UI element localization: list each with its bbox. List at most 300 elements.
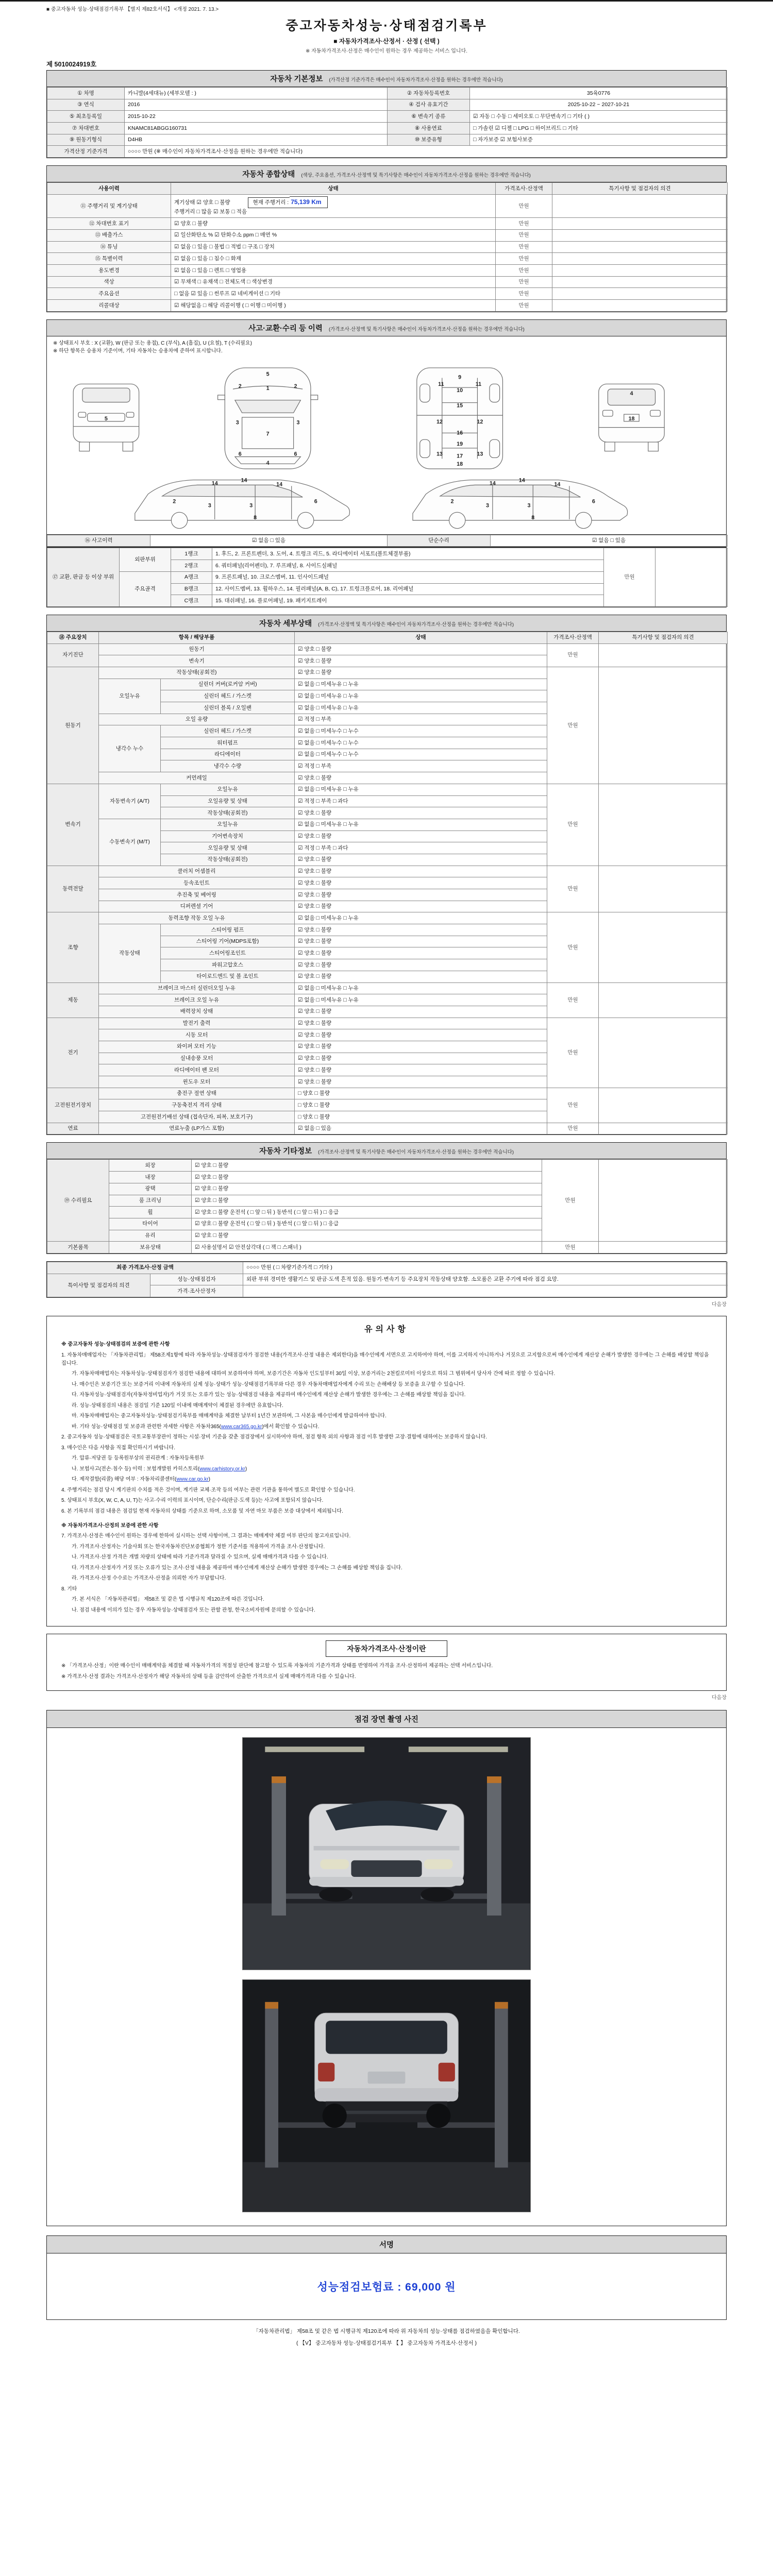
- price-appraisal-info-body: [61, 1662, 712, 1681]
- plate-number: 35육0776: [470, 88, 728, 99]
- cell: ☑ 양호 □ 불량: [295, 1076, 547, 1088]
- cell: 만원: [547, 784, 599, 866]
- cell: ⑭ 튜닝: [47, 241, 171, 253]
- basic-table: [47, 87, 728, 158]
- cell: ☑ 해당없음 □ 해당 리콜이행 ( □ 이행 □ 미이행 ): [171, 300, 496, 312]
- cell: [552, 265, 728, 277]
- notice-item: 나. 점검 내용에 이의가 있는 경우 자동차성능·상태점검자 또는 관할 관청, 한국소비자원에 문의할 수 있습니다.: [72, 1607, 315, 1613]
- cell: ☑ 양호 □ 불량: [295, 936, 547, 947]
- cell: 가격조사·산정액: [496, 183, 552, 195]
- svg-text:12: 12: [436, 418, 443, 425]
- cell: 만원: [547, 866, 599, 912]
- notice-item: 가. 가격조사·산정자는 기술사회 또는 한국자동차진단보증협회가 정한 기준서를 적용하여 가격을 조사·산정합니다.: [72, 1544, 325, 1550]
- price-appraisal-info-title-wrap: [61, 1640, 712, 1657]
- cell: 냉각수 누수: [99, 725, 161, 772]
- notice-item: 나. 보험사고(전손·침수 등) 이력 : 보험개발원 카히스토리(www.carhistory.or.kr): [72, 1466, 247, 1472]
- svg-text:5: 5: [104, 415, 108, 422]
- cell: B랭크: [171, 583, 212, 595]
- cell: [552, 218, 728, 230]
- cell: 타이로드엔드 및 볼 조인트: [161, 971, 295, 982]
- cell: ☑ 없음 □ 미세누유 □ 누유: [295, 679, 547, 690]
- cell: [599, 1088, 728, 1123]
- section-basic-header: [46, 70, 727, 87]
- car-left-side-view: [135, 480, 350, 528]
- svg-text:19: 19: [457, 440, 463, 447]
- notice-item: 다. 제작결함(리콜) 해당 여부 : 자동차리콜센터(www.car.go.kr): [72, 1477, 210, 1483]
- cell: 15. 대쉬패널, 16. 플로어패널, 19. 패키지트레이: [212, 595, 604, 607]
- cell: ☑ 양호 □ 불량: [295, 1018, 547, 1029]
- cell: ☑ 무채색 □ 유채색 □ 전체도색 □ 색상변경: [171, 276, 496, 288]
- cell: 만원: [496, 253, 552, 265]
- cell: 만원: [547, 1018, 599, 1088]
- svg-text:16: 16: [457, 430, 463, 436]
- detail-condition-table-wrap: [46, 631, 727, 1136]
- cell: 특기사항 및 점검자의 의견: [552, 183, 728, 195]
- cell: ☑ 양호 □ 불량: [192, 1160, 542, 1172]
- svg-text:3: 3: [249, 502, 253, 509]
- cell: ☑ 사용설명서 ☑ 안전삼각대 ( □ 잭 □ 스패너 ): [192, 1242, 542, 1253]
- cell: ☑ 양호 □ 불량: [295, 877, 547, 889]
- cell: ⑬ 배출가스: [47, 229, 171, 241]
- cell: 연료: [47, 1123, 99, 1134]
- section-detail-title: 자동차 세부상태: [259, 619, 312, 628]
- section-detail-note: (가격조사·산정액 및 특기사항은 매수인이 자동차가격조사·산정을 원하는 경우에만 적습니다): [318, 621, 514, 628]
- cell: [552, 194, 728, 217]
- cell: 변속기: [99, 655, 295, 667]
- cell: ☑ 양호 □ 불량: [295, 959, 547, 971]
- cell: 고전원전기장치: [47, 1088, 99, 1123]
- cell: [599, 1242, 728, 1253]
- summary-table: [47, 182, 728, 312]
- svg-text:5: 5: [266, 371, 270, 378]
- svg-text:12: 12: [477, 418, 483, 425]
- cell: □ 없음 ☑ 있음 □ 썬루프 ☑ 네비게이션 □ 기타: [171, 288, 496, 300]
- cell: [599, 1018, 728, 1088]
- svg-text:7: 7: [266, 431, 270, 437]
- etc-table: [47, 1159, 728, 1253]
- cell: 실린더 커버(로커암 커버): [161, 679, 295, 690]
- cell: ☑ 없음 □ 있음 □ 렌트 □ 영업용: [171, 265, 496, 277]
- cell: 타이어: [109, 1218, 192, 1230]
- cell: ☑ 양호 □ 불량: [295, 772, 547, 784]
- cell: 파워고압호스: [161, 959, 295, 971]
- cell: 워터펌프: [161, 737, 295, 749]
- cell: ☑ 없음 □ 미세누유 □ 누유: [295, 819, 547, 831]
- section-summary-title: 자동차 종합상태: [242, 171, 295, 179]
- notice-item: 라. 가격조사·산정 수수료는 가격조사·산정을 의뢰한 자가 부담합니다.: [72, 1575, 226, 1582]
- cell: 1랭크: [171, 548, 212, 560]
- cell: 만원: [496, 300, 552, 312]
- svg-text:11: 11: [475, 381, 482, 388]
- cell: 기어변속장치: [161, 831, 295, 842]
- notice-item: 가. 자동차매매업자는 자동차성능·상태점검자가 점검한 내용에 대하여 보증하여야 하며, 보증기간은 자동차 인도일부터 30일 이상, 보증거리는 2천킬로미터 이상으로 하되 그 범위에서 당사자 간에 따로 정할 수 있습니다.: [72, 1371, 556, 1377]
- cell: ⑦ 차대번호: [47, 123, 125, 134]
- price-appraisal-info-box: [46, 1634, 727, 1691]
- simple-repair: ☑ 없음 □ 있음: [491, 535, 728, 547]
- cell: ☑ 양호 □ 불량: [295, 947, 547, 959]
- svg-text:14: 14: [241, 477, 247, 484]
- cell: 최종 가격조사·산정 금액: [47, 1262, 243, 1274]
- section-etc-note: (가격조사·산정액 및 특기사항은 매수인이 자동차가격조사·산정을 원하는 경우에만 적습니다): [318, 1149, 514, 1156]
- transmission-type: ☑ 자동 □ 수동 □ 세미오토 □ 무단변속기 □ 기타 ( ): [470, 111, 728, 123]
- cell: 만원: [496, 218, 552, 230]
- section-detail-header: [46, 615, 727, 631]
- final-appraised-price: ○○○○ 만원 ( □ 차량기준가격 □ 기타 ): [243, 1262, 728, 1274]
- summary-table-wrap: [46, 182, 727, 312]
- cell: 실린더 블록 / 오일팬: [161, 702, 295, 714]
- etc-info-table-wrap: [46, 1159, 727, 1254]
- cell: 기본품목: [47, 1242, 109, 1253]
- cell: ⑲ 수리필요: [47, 1160, 109, 1242]
- cell: 주요옵션: [47, 288, 171, 300]
- cell: ☑ 양호 □ 불량: [192, 1172, 542, 1183]
- cell: 만원: [547, 982, 599, 1018]
- notice-item: 5. 상태표시 부호(X, W, C, A, U, T)는 사고·수리 이력의 표시이며, 단순수리(판금·도색 등)는 사고에 포함되지 않습니다.: [61, 1498, 324, 1504]
- cell: 오일유량 및 상태: [161, 842, 295, 854]
- notice-item: 3. 매수인은 다음 사항을 직접 확인하시기 바랍니다.: [61, 1445, 175, 1451]
- cell: 만원: [496, 241, 552, 253]
- svg-text:13: 13: [436, 451, 443, 457]
- svg-text:3: 3: [296, 419, 300, 426]
- cell: 만원: [496, 288, 552, 300]
- page-title: 중고자동차성능·상태점검기록부: [285, 19, 488, 33]
- cell: ☑ 없음 □ 있음 □ 침수 □ 화재: [171, 253, 496, 265]
- cell: 실린더 헤드 / 가스켓: [161, 725, 295, 737]
- cell: 오일 유량: [99, 714, 295, 725]
- cell: [552, 241, 728, 253]
- notice-item: 7. 가격조사·산정은 매수인이 원하는 경우에 한하여 실시하는 선택 사항이며, 그 결과는 매매계약 체결 여부 판단의 참고자료입니다.: [61, 1533, 351, 1539]
- cell: 내장: [109, 1172, 192, 1183]
- price-appraisal-select-line: ■ 자동차가격조사·산정서 · 산정 ( 선택 ): [333, 38, 440, 45]
- svg-text:6: 6: [592, 498, 595, 505]
- cell: 광택: [109, 1183, 192, 1195]
- cell: 윈도우 모터: [99, 1076, 295, 1088]
- cell: 오일누유: [161, 819, 295, 831]
- cell: 상태: [295, 632, 547, 643]
- cell: ③ 연식: [47, 99, 125, 111]
- cell: 스티어링 기어(MDPS포함): [161, 936, 295, 947]
- notice-item: 나. 매수인은 보증기간 또는 보증거리 이내에 자동차의 실제 성능·상태가 성능·상태점검기록부와 다른 경우 자동차매매업자에게 수리 또는 손해배상 등 보증을 요구할 수 있습니다.: [72, 1381, 465, 1387]
- cell: 고전원전기배선 상태 (접속단자, 피복, 보호기구): [99, 1111, 295, 1123]
- cell: 전기: [47, 1018, 99, 1088]
- cell: ☑ 없음 □ 미세누유 □ 누유: [295, 690, 547, 702]
- inspection-photo-rear: [242, 1979, 531, 2212]
- cell: 디퍼렌셜 기어: [99, 901, 295, 912]
- cell: 클러치 어셈블리: [99, 866, 295, 877]
- signature-body: [47, 2253, 726, 2319]
- cell: ☑ 일산화탄소 % ☑ 탄화수소 ppm □ 매연 %: [171, 229, 496, 241]
- cell: ⑰ 교환, 판금 등 이상 부위: [47, 548, 120, 606]
- warranty-type: □ 자가보증 ☑ 보험사보증: [470, 134, 728, 146]
- cell: 수동변속기 (M/T): [99, 819, 161, 866]
- cell: ☑ 양호 □ 불량: [295, 901, 547, 912]
- cell: ☑ 양호 □ 불량: [295, 1041, 547, 1053]
- notice-item: 8. 기타: [61, 1586, 77, 1592]
- cell: ☑ 없음 □ 미세누수 □ 누수: [295, 737, 547, 749]
- cell: 동력조향 작동 오일 누유: [99, 912, 295, 924]
- cell: ☑ 양호 □ 불량: [295, 667, 547, 679]
- cell: 동력전달: [47, 866, 99, 912]
- cell: ☑ 양호 □ 불량: [295, 831, 547, 842]
- cell: 구동축전지 격리 상태: [99, 1099, 295, 1111]
- cell: 보유상태: [109, 1242, 192, 1253]
- cell: 12. 사이드멤버, 13. 휠하우스, 14. 필러패널(A, B, C), 17. 트렁크플로어, 18. 리어패널: [212, 583, 604, 595]
- car-right-side-view: [413, 480, 628, 528]
- cell: 시동 모터: [99, 1029, 295, 1041]
- svg-text:6: 6: [294, 451, 297, 457]
- cell: 외판부위: [120, 548, 171, 571]
- section-basic-title: 자동차 기본정보: [270, 75, 323, 83]
- detail-table: [47, 632, 728, 1135]
- cell-part: 현재 주행거리 :: [248, 197, 290, 208]
- cell: 성능·상태점검자: [150, 1274, 243, 1285]
- cell: 충전구 절연 상태: [99, 1088, 295, 1099]
- cell: ⑫ 차대번호 표기: [47, 218, 171, 230]
- cell: ☑ 양호 □ 불량: [192, 1195, 542, 1207]
- cell: 단순수리: [388, 535, 491, 547]
- cell: ☑ 없음 □ 미세누유 □ 누유: [295, 784, 547, 795]
- section-history-header: [46, 319, 727, 336]
- cell: ☑ 없음 □ 미세누유 □ 누유: [295, 994, 547, 1006]
- cell: 가격조사·산정액: [547, 632, 599, 643]
- notice-item: 가. 본 서식은 「자동차관리법」 제58조 및 같은 법 시행규칙 제120조에 따른 것입니다.: [72, 1597, 264, 1603]
- svg-text:11: 11: [438, 381, 444, 388]
- damage-diagram-area: [46, 336, 727, 534]
- footer-form-check-line: ( 【V】 중고자동차 성능·상태점검기록부 【 】 중고자동차 가격조사·산정서 ): [296, 2340, 477, 2347]
- notice-item: 다. 자동차성능·상태점검자(자동차정비업자)가 거짓 또는 오류가 있는 성능·상태점검 내용을 제공하여 매수인에게 재산상 손해가 발생한 경우에는 그 손해를 배상할 책임을 집니다.: [72, 1392, 466, 1398]
- svg-text:14: 14: [489, 480, 496, 487]
- cell: 브레이크 마스터 실린더오일 누유: [99, 982, 295, 994]
- cell: [599, 643, 728, 667]
- inspection-photos-title: 점검 장면 촬영 사진: [47, 1710, 726, 1728]
- svg-text:6: 6: [314, 498, 317, 505]
- cell: 작동상태(공회전): [161, 854, 295, 866]
- cell: ⑪ 주행거리 및 계기상태: [47, 194, 171, 217]
- inspection-photos-section: [46, 1710, 727, 2226]
- cell: 스티어링 펌프: [161, 924, 295, 936]
- cell: 만원: [547, 1123, 599, 1134]
- cell: ☑ 없음 □ 있음: [295, 1123, 547, 1134]
- svg-text:2: 2: [450, 498, 454, 505]
- cell: ☑ 양호 □ 불량: [295, 866, 547, 877]
- signature-section: [46, 2235, 727, 2320]
- form-reference-note: ■ 중고자동차 성능·상태점검기록부 【별지 제82호서식】 <개정 2021. 7. 13.>: [46, 7, 219, 12]
- cell: 휠: [109, 1207, 192, 1218]
- panels-table: [47, 548, 728, 606]
- cell: □ 양호 □ 불량: [295, 1111, 547, 1123]
- cell: [599, 784, 728, 866]
- accident-table: [47, 535, 728, 547]
- notice-item: ※ 중고자동차 성능·상태점검의 보증에 관한 사항: [61, 1342, 170, 1348]
- cell: 오일유량 및 상태: [161, 795, 295, 807]
- cell: 용도변경: [47, 265, 171, 277]
- cell: 라디에이터: [161, 749, 295, 760]
- svg-text:18: 18: [628, 415, 635, 422]
- vin: KNAMC81ABGG160731: [125, 123, 388, 134]
- svg-text:6: 6: [238, 451, 242, 457]
- cell: 만원: [496, 265, 552, 277]
- cell: □ 양호 □ 불량: [295, 1088, 547, 1099]
- cell: 작동상태(공회전): [99, 667, 295, 679]
- svg-text:2: 2: [294, 383, 297, 389]
- inspection-photo-front: [242, 1737, 531, 1970]
- cell: ☑ 없음 □ 미세누수 □ 누수: [295, 725, 547, 737]
- signature-title: 서명: [47, 2236, 726, 2253]
- cell: 만원: [604, 548, 656, 606]
- svg-text:18: 18: [457, 461, 463, 467]
- cell: ⑤ 최초등록일: [47, 111, 125, 123]
- cell: 브레이크 오일 누유: [99, 994, 295, 1006]
- notice-item: 마. 자동차매매업자는 중고자동차성능·상태점검기록부를 매매계약을 체결한 날부터 1년간 보관하며, 그 사본을 매수인에게 발급하여야 합니다.: [72, 1413, 386, 1419]
- cell: [599, 912, 728, 982]
- cell: ☑ 양호 □ 불량: [192, 1183, 542, 1195]
- document-number: 제 5010024919호: [46, 61, 97, 68]
- report-page: [0, 2, 773, 2347]
- cell: 자동변속기 (A/T): [99, 784, 161, 819]
- cell: 커먼레일: [99, 772, 295, 784]
- cell: [552, 229, 728, 241]
- cell: □ 양호 □ 불량: [295, 1099, 547, 1111]
- svg-text:1: 1: [266, 385, 270, 392]
- svg-text:13: 13: [477, 451, 483, 457]
- cell: 만원: [547, 1088, 599, 1123]
- accident-history: ☑ 없음 □ 있음: [150, 535, 388, 547]
- cell: [552, 288, 728, 300]
- cell: C랭크: [171, 595, 212, 607]
- website-link: www.car.go.kr: [176, 1477, 209, 1483]
- cell: 오일누유: [99, 679, 161, 714]
- svg-text:3: 3: [486, 502, 490, 509]
- cell: ☑ 적정 □ 부족 □ 과다: [295, 795, 547, 807]
- cell: ☑ 양호 □ 불량: [295, 643, 547, 655]
- cell: ☑ 없음 □ 미세누수 □ 누수: [295, 749, 547, 760]
- cell: ⑩ 보증유형: [388, 134, 470, 146]
- cell: ☑ 양호 □ 불량: [295, 1029, 547, 1041]
- notice-box: [46, 1316, 727, 1626]
- svg-text:4: 4: [630, 390, 633, 397]
- svg-text:14: 14: [276, 481, 283, 488]
- notice-item: ※ 자동차가격조사·산정의 보증에 관한 사항: [61, 1522, 159, 1529]
- svg-text:14: 14: [554, 481, 561, 488]
- cell: 라디에이터 팬 모터: [99, 1064, 295, 1076]
- cell: ☑ 양호 □ 불량: [295, 1053, 547, 1064]
- diagram-basis-legend: ※ 하단 항목은 승용차 기준이며, 기타 자동차는 승용차에 준하여 표시합니다.: [53, 348, 223, 354]
- svg-text:15: 15: [457, 402, 463, 409]
- cell: ⑨ 원동기형식: [47, 134, 125, 146]
- svg-text:3: 3: [527, 502, 531, 509]
- cell: 2랭크: [171, 560, 212, 572]
- cell: 만원: [496, 229, 552, 241]
- website-link: www.car365.go.kr: [221, 1423, 262, 1430]
- next-page-note: 다음장: [712, 1302, 727, 1308]
- cell: 사용이력: [47, 183, 171, 195]
- cell: 특이사항 및 점검자의 의견: [47, 1274, 150, 1297]
- cell: 와이퍼 모터 기능: [99, 1041, 295, 1053]
- svg-text:3: 3: [208, 502, 211, 509]
- cell-part: 계기상태 ☑ 양호 □ 불량: [174, 199, 230, 206]
- fuel-type: □ 가솔린 ☑ 디젤 □ LPG □ 하이브리드 □ 기타: [470, 123, 728, 134]
- cell: 스티어링조인트: [161, 947, 295, 959]
- cell: ☑ 적정 □ 부족: [295, 760, 547, 772]
- cell: ② 자동차등록번호: [388, 88, 470, 99]
- cell: ☑ 없음 □ 미세누유 □ 누유: [295, 912, 547, 924]
- cell: [552, 276, 728, 288]
- cell: ☑ 양호 □ 불량: [295, 924, 547, 936]
- notice-item: 4. 주행거리는 점검 당시 계기판의 수치를 적은 것이며, 계기판 교체·조작 등의 여부는 관련 기관을 통하여 별도로 확인할 수 있습니다.: [61, 1487, 355, 1493]
- cell: ☑ 양호 □ 불량: [192, 1230, 542, 1242]
- cell: ④ 검사 유효기간: [388, 99, 470, 111]
- cell: ☑ 양호 □ 불량: [295, 1064, 547, 1076]
- cell: 변속기: [47, 784, 99, 866]
- cell: 실내송풍 모터: [99, 1053, 295, 1064]
- cell: 만원: [547, 667, 599, 784]
- cell: ① 차명: [47, 88, 125, 99]
- cell: 추진축 및 베어링: [99, 889, 295, 901]
- cell: [552, 300, 728, 312]
- cell: 색상: [47, 276, 171, 288]
- current-mileage: 75,139 Km: [290, 196, 327, 208]
- cell: ☑ 양호 □ 불량 운전석 ( □ 앞 □ 뒤 ) 동반석 ( □ 앞 □ 뒤 ) □ 응급: [192, 1207, 542, 1218]
- cell: 9. 프론트패널, 10. 크로스멤버, 11. 인사이드패널: [212, 571, 604, 583]
- svg-text:2: 2: [173, 498, 176, 505]
- cell: 오일누유: [161, 784, 295, 795]
- cell: 연료누출 (LP가스 포함): [99, 1123, 295, 1134]
- inspection-insurance-fee: 성능점검보험료 : 69,000 원: [317, 2281, 456, 2294]
- cell: ☑ 적정 □ 부족 □ 과다: [295, 842, 547, 854]
- cell: ☑ 양호 □ 불량: [295, 655, 547, 667]
- cell: ⑧ 사용연료: [388, 123, 470, 134]
- section-history-title: 사고·교환·수리 등 이력: [248, 324, 323, 333]
- cell: 리콜대상: [47, 300, 171, 312]
- cell: [599, 982, 728, 1018]
- cell: ☑ 양호 □ 불량: [295, 1006, 547, 1018]
- notice-item: 다. 가격조사·산정자가 거짓 또는 오류가 있는 조사·산정 내용을 제공하여 매수인에게 재산상 손해가 발생한 경우에는 그 손해를 배상할 책임을 집니다.: [72, 1565, 402, 1571]
- svg-text:4: 4: [266, 460, 270, 466]
- cell: 작동상태(공회전): [161, 807, 295, 819]
- cell: 특기사항 및 점검자의 의견: [599, 632, 728, 643]
- svg-text:14: 14: [211, 480, 218, 487]
- final-price-table-wrap: [46, 1261, 727, 1298]
- cell: 제동: [47, 982, 99, 1018]
- svg-text:14: 14: [518, 477, 525, 484]
- notice-body: [61, 1341, 712, 1615]
- accident-history-table-wrap: [46, 534, 727, 548]
- cell: ☑ 적정 □ 부족: [295, 714, 547, 725]
- cell: ☑ 양호 □ 불량: [295, 889, 547, 901]
- svg-text:8: 8: [254, 514, 257, 521]
- cell: [599, 1160, 728, 1242]
- cell: ☑ 양호 □ 불량: [171, 218, 496, 230]
- cell: ☑ 양호 □ 불량 운전석 ( □ 앞 □ 뒤 ) 동반석 ( □ 앞 □ 뒤 ) □ 응급: [192, 1218, 542, 1230]
- svg-text:2: 2: [238, 383, 242, 389]
- notice-item: 나. 가격조사·산정 가격은 개별 차량의 상태에 따라 기준가격과 달라질 수 있으며, 실제 매매가격과 다를 수 있습니다.: [72, 1554, 328, 1561]
- cell: ⑱ 주요장치: [47, 632, 99, 643]
- cell: 만원: [496, 194, 552, 217]
- pricebox-line: ※ 「가격조사·산정」이란 매수인이 매매계약을 체결할 때 자동차가격의 적절성 판단에 참고할 수 있도록 자동차의 기준가격과 상태를 반영하여 가격을 조사·산정하여 제공하는 선택 서비스입니다.: [61, 1663, 493, 1669]
- cell: A랭크: [171, 571, 212, 583]
- cell: ⑮ 특별이력: [47, 253, 171, 265]
- base-price: ○○○○ 만원 (※ 매수인이 자동차가격조사·산정을 원하는 경우에만 적습니다): [125, 146, 728, 158]
- cell: 등속조인트: [99, 877, 295, 889]
- cell: 냉각수 수량: [161, 760, 295, 772]
- cell: [599, 667, 728, 784]
- footer-law-line: 「자동차관리법」 제58조 및 같은 법 시행규칙 제120조에 따라 위 자동차의 성능·상태를 점검하였음을 확인합니다.: [253, 2328, 520, 2335]
- cell: ☑ 없음 □ 미세누유 □ 누유: [295, 702, 547, 714]
- next-page-note-2: 다음장: [712, 1695, 727, 1701]
- car-top-view: [218, 368, 318, 469]
- cell: 항목 / 해당부품: [99, 632, 295, 643]
- cell: 유리: [109, 1230, 192, 1242]
